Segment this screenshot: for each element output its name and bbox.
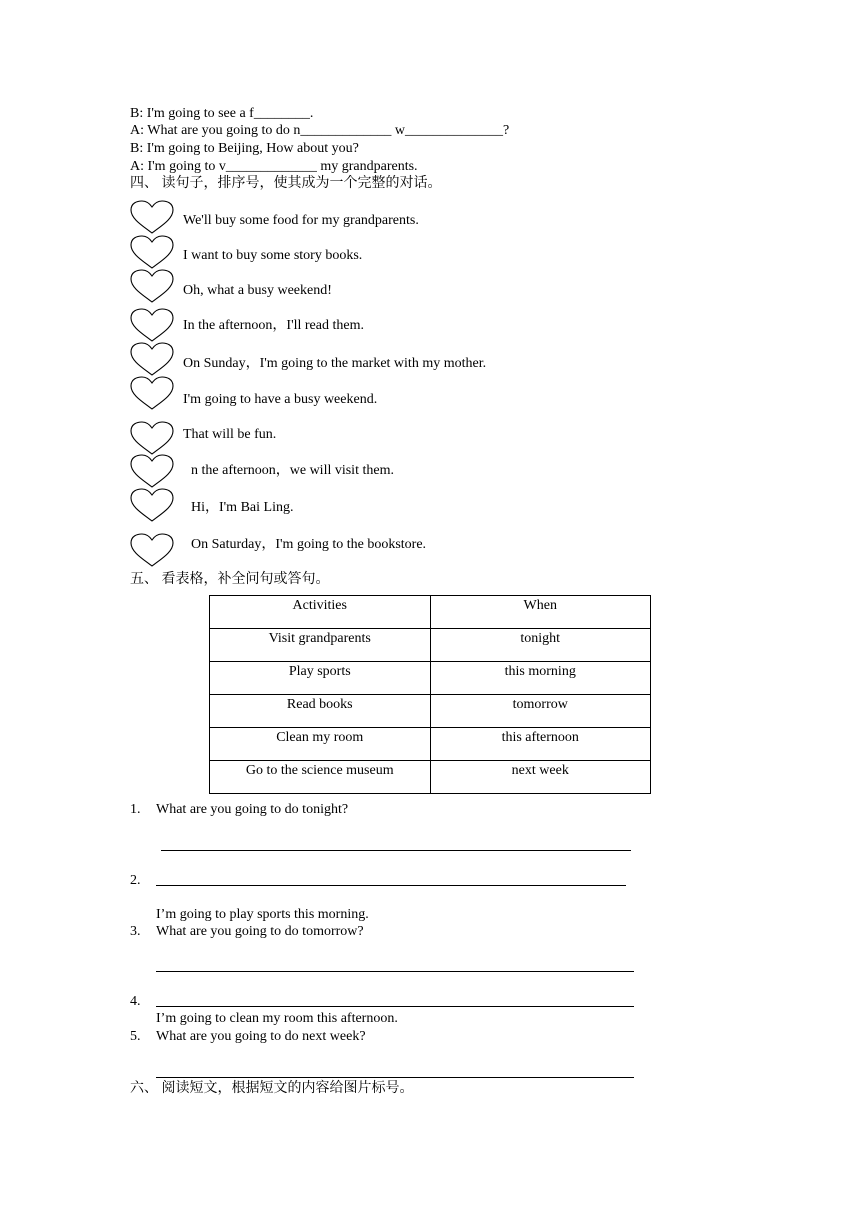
heart-answer-box-8[interactable] bbox=[129, 453, 175, 489]
header-activities: Activities bbox=[210, 596, 431, 629]
answer-line-3[interactable] bbox=[156, 971, 634, 972]
question-text-1: What are you going to do tonight? bbox=[156, 802, 349, 817]
section-4-heading: 四、 读句子，排序号，使其成为一个完整的对话。 bbox=[130, 176, 442, 191]
answer-line-1[interactable] bbox=[161, 850, 631, 851]
when-cell: next week bbox=[430, 761, 651, 794]
activity-cell: Go to the science museum bbox=[210, 761, 431, 794]
activity-cell: Play sports bbox=[210, 662, 431, 695]
statement-1: We'll buy some food for my grandparents. bbox=[183, 213, 419, 228]
answer-line-5[interactable] bbox=[156, 1077, 634, 1078]
statement-9: Hi，I'm Bai Ling. bbox=[191, 500, 294, 515]
section-6-heading: 六、 阅读短文，根据短文的内容给图片标号。 bbox=[130, 1081, 414, 1096]
dialogue-line-2: A: What are you going to do n_____________ w______________? bbox=[130, 123, 510, 138]
heart-answer-box-3[interactable] bbox=[129, 268, 175, 304]
question-number-4: 4. bbox=[130, 994, 141, 1009]
heart-answer-box-1[interactable] bbox=[129, 199, 175, 235]
activity-cell: Clean my room bbox=[210, 728, 431, 761]
when-cell: this morning bbox=[430, 662, 651, 695]
statement-8: n the afternoon，we will visit them. bbox=[191, 463, 394, 478]
section-5-heading: 五、 看表格，补全问句或答句。 bbox=[130, 572, 330, 587]
activities-table bbox=[209, 595, 651, 794]
dialogue-line-3: B: I'm going to Beijing, How about you? bbox=[130, 141, 359, 156]
question-number-2: 2. bbox=[130, 873, 141, 888]
heart-answer-box-6[interactable] bbox=[129, 375, 175, 411]
table-row bbox=[210, 662, 651, 695]
table-row bbox=[210, 629, 651, 662]
heart-answer-box-10[interactable] bbox=[129, 532, 175, 568]
question-number-3: 3. bbox=[130, 924, 141, 939]
statement-2: I want to buy some story books. bbox=[183, 248, 363, 263]
answer-line-4[interactable] bbox=[156, 1006, 634, 1007]
heart-answer-box-2[interactable] bbox=[129, 234, 175, 270]
when-cell: this afternoon bbox=[430, 728, 651, 761]
dialogue-line-4: A: I'm going to v_____________ my grandparents. bbox=[130, 159, 418, 174]
heart-answer-box-9[interactable] bbox=[129, 487, 175, 523]
statement-4: In the afternoon，I'll read them. bbox=[183, 318, 364, 333]
question-number-5: 5. bbox=[130, 1029, 141, 1044]
table-row bbox=[210, 695, 651, 728]
question-text-5: What are you going to do next week? bbox=[156, 1029, 366, 1044]
table-header-row bbox=[210, 596, 651, 629]
table-row bbox=[210, 728, 651, 761]
statement-3: Oh, what a busy weekend! bbox=[183, 283, 332, 298]
table-row bbox=[210, 761, 651, 794]
statement-7: That will be fun. bbox=[183, 427, 277, 442]
when-cell: tonight bbox=[430, 629, 651, 662]
answer-line-2[interactable] bbox=[156, 885, 626, 886]
statement-10: On Saturday，I'm going to the bookstore. bbox=[191, 537, 427, 552]
answer-text-4: I’m going to clean my room this afternoon. bbox=[156, 1011, 398, 1026]
activity-cell: Read books bbox=[210, 695, 431, 728]
heart-answer-box-4[interactable] bbox=[129, 307, 175, 343]
answer-text-2: I’m going to play sports this morning. bbox=[156, 907, 369, 922]
statement-6: I'm going to have a busy weekend. bbox=[183, 392, 378, 407]
question-text-3: What are you going to do tomorrow? bbox=[156, 924, 364, 939]
question-number-1: 1. bbox=[130, 802, 141, 817]
activity-cell: Visit grandparents bbox=[210, 629, 431, 662]
heart-answer-box-5[interactable] bbox=[129, 341, 175, 377]
dialogue-line-1: B: I'm going to see a f________. bbox=[130, 106, 314, 121]
statement-5: On Sunday，I'm going to the market with my mother. bbox=[183, 356, 487, 371]
header-when: When bbox=[430, 596, 651, 629]
when-cell: tomorrow bbox=[430, 695, 651, 728]
heart-answer-box-7[interactable] bbox=[129, 420, 175, 456]
